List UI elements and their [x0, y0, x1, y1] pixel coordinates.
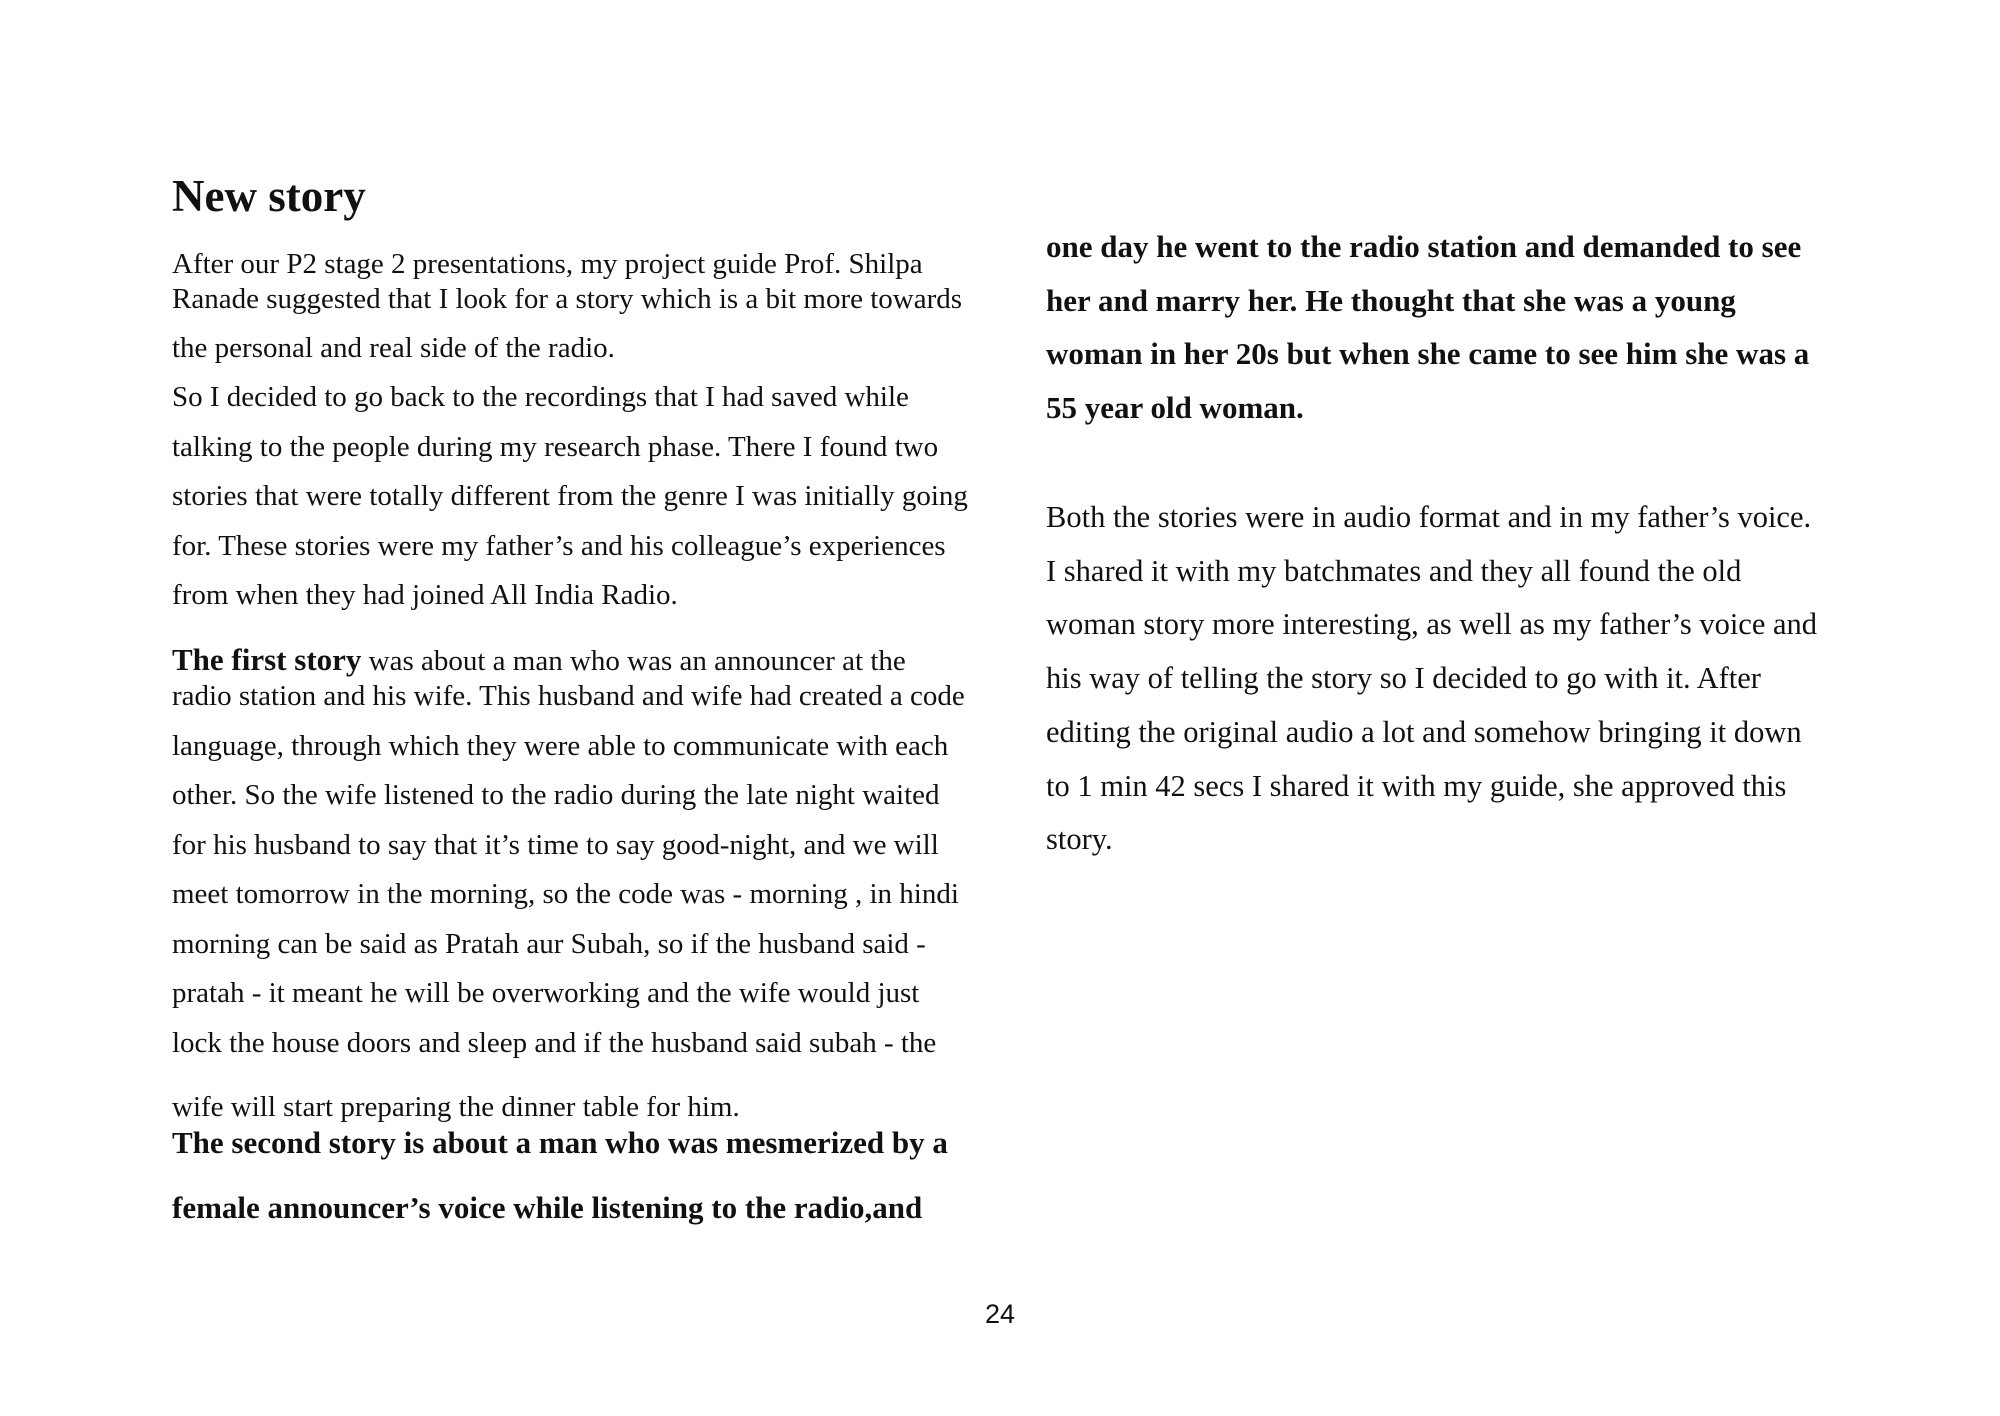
text-line: Ranade suggested that I look for a story which is a bit more towards	[172, 283, 963, 315]
text-line: So I decided to go back to the recordings that I had saved while	[172, 381, 909, 413]
text-line: from when they had joined All India Radio.	[172, 579, 678, 611]
first-story-lead: The first story	[172, 642, 362, 677]
text-line: I shared it with my batchmates and they all found the old	[1046, 554, 1742, 588]
text-line: lock the house doors and sleep and if the husband said subah - the	[172, 1027, 937, 1059]
text-line: morning can be said as Pratah aur Subah, so if the husband said -	[172, 928, 926, 960]
text-line: The second story is about a man who was mesmerized by a	[172, 1125, 948, 1160]
text-line: After our P2 stage 2 presentations, my project guide Prof. Shilpa	[172, 248, 923, 280]
text-line: her and marry her. He thought that she was a young	[1046, 283, 1736, 318]
text-line: the personal and real side of the radio.	[172, 332, 615, 364]
text-line: wife will start preparing the dinner table for him.	[172, 1091, 740, 1123]
text-line: his way of telling the story so I decided to go with it. After	[1046, 661, 1761, 695]
text-line: for. These stories were my father’s and his colleague’s experiences	[172, 530, 946, 562]
text-line: woman in her 20s but when she came to see him she was a	[1046, 336, 1810, 371]
text-line: to 1 min 42 secs I shared it with my guide, she approved this	[1046, 769, 1787, 803]
text-line: woman story more interesting, as well as my father’s voice and	[1046, 607, 1818, 641]
text-line: one day he went to the radio station and demanded to see	[1046, 229, 1802, 264]
text-line: radio station and his wife. This husband and wife had created a code	[172, 680, 965, 712]
text-line	[172, 642, 906, 679]
text-line: story.	[1046, 822, 1113, 856]
text-line: pratah - it meant he will be overworking and the wife would just	[172, 977, 920, 1009]
text-line: 55 year old woman.	[1046, 390, 1304, 425]
page-number: 24	[984, 1299, 1016, 1329]
text-line: editing the original audio a lot and somehow bringing it down	[1046, 715, 1802, 749]
text-line: talking to the people during my research phase. There I found two	[172, 431, 939, 463]
first-story-first-line: was about a man who was an announcer at the	[361, 645, 906, 677]
text-line: female announcer’s voice while listening to the radio,and	[172, 1190, 923, 1225]
text-line: stories that were totally different from the genre I was initially going	[172, 480, 968, 512]
text-line: for his husband to say that it’s time to say good-night, and we will	[172, 829, 939, 861]
text-line: language, through which they were able to communicate with each	[172, 730, 949, 762]
text-line: Both the stories were in audio format and in my father’s voice.	[1046, 500, 1812, 534]
text-line: other. So the wife listened to the radio during the late night waited	[172, 779, 940, 811]
text-line: meet tomorrow in the morning, so the code was - morning , in hindi	[172, 878, 959, 910]
page-title: New story	[172, 171, 366, 221]
